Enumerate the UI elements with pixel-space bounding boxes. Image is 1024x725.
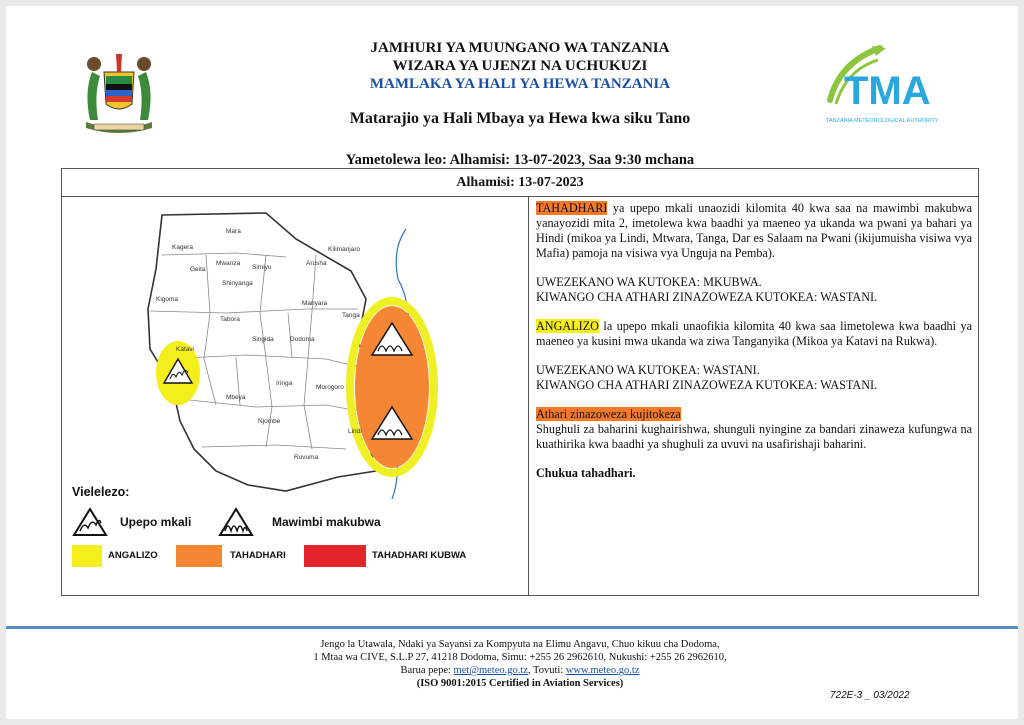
region-label-mwanza: Mwanza xyxy=(216,260,241,267)
region-label-arusha: Arusha xyxy=(306,260,327,267)
tahadhari-kubwa-swatch xyxy=(304,545,366,567)
warning-text-column xyxy=(536,201,972,495)
issued-date: Yametolewa leo: Alhamisi: 13-07-2023, Saa 9:30 mchana xyxy=(345,152,695,168)
impacts-body: Shughuli za baharini kughairishwa, shunguli nyingine za bandari zinaweza kufungwa na kuathirika kwa baadhi ya shughuli za uvuvi na usafirishaji baharini. xyxy=(536,422,972,451)
impacts-title: Athari zinazoweza kujitokeza xyxy=(536,407,681,421)
footer-contacts xyxy=(140,664,900,677)
region-label-simiyu: Simiyu xyxy=(252,264,272,271)
region-label-manyara: Manyara xyxy=(302,300,328,307)
tanzania-warning-map xyxy=(76,209,496,509)
tma-logo-text: TMA xyxy=(844,69,931,113)
legend-tahadhari-label: TAHADHARI xyxy=(230,550,286,561)
tahadhari-body: ya upepo mkali unaozidi kilomita 40 kwa saa na mawimbi makubwa yanayozidi mita 2, imetolewa kwa baadhi ya maeneo ya ukanda wa pwani ya bahari ya Hindi (mikoa ya Lindi, Mtwara, Tanga, Dar es Salaam na Pwani (ikijumuisha visiwa vya Mafia) pamoja na visiwa vya Unguja na Pemba). xyxy=(536,201,972,260)
legend-title: Vielelezo: xyxy=(72,485,130,499)
document-title: Matarajio ya Hali Mbaya ya Hewa kwa siku Tano xyxy=(349,110,691,127)
legend-angalizo-label: ANGALIZO xyxy=(108,550,158,561)
region-label-mara: Mara xyxy=(226,228,241,235)
waves-legend-icon xyxy=(218,507,254,537)
header-country: JAMHURI YA MUUNGANO WA TANZANIA xyxy=(370,40,670,56)
header-ministry: WIZARA YA UJENZI NA UCHUKUZI xyxy=(392,58,648,74)
angalizo-tag: ANGALIZO xyxy=(536,319,599,333)
angalizo-body: la upepo mkali unaofikia kilomita 40 kwa saa limetolewa kwa baadhi ya maeneo ya kusini mwa ukanda wa ziwa Tanganyika (Mikoa ya Katavi na Rukwa). xyxy=(536,319,972,348)
footer-address-line1: Jengo la Utawala, Ndaki ya Sayansi za Kompyuta na Elimu Angavu, Chuo kikuu cha Dodoma, xyxy=(320,639,720,650)
coat-of-arms-emblem xyxy=(74,42,164,134)
angalizo-swatch xyxy=(72,545,102,567)
region-label-tabora: Tabora xyxy=(220,316,240,323)
legend-tahadhari-kubwa-label: TAHADHARI KUBWA xyxy=(372,550,467,561)
wind-legend-icon xyxy=(72,507,108,537)
region-label-katavi: Katavi xyxy=(176,346,195,353)
legend-icons-row xyxy=(72,507,512,539)
region-label-kagera: Kagera xyxy=(172,244,193,251)
column-divider xyxy=(528,197,529,595)
forecast-date-bar: Alhamisi: 13-07-2023 xyxy=(62,169,978,197)
tahadhari-impact-level: KIWANGO CHA ATHARI ZINAZOWEZA KUTOKEA: WASTANI. xyxy=(536,290,878,304)
region-label-njombe: Njombe xyxy=(258,418,281,425)
forecast-table xyxy=(61,168,979,596)
footer-divider xyxy=(6,626,1018,629)
legend-colors-row xyxy=(72,545,512,569)
region-label-morogoro: Morogoro xyxy=(316,384,344,391)
iso-certification: (ISO 9001:2015 Certified in Aviation Services) xyxy=(416,678,624,689)
angalizo-assessment xyxy=(536,363,972,393)
footer-address-line2: 1 Mtaa wa CIVE, S.L.P 27, 41218 Dodoma, Simu: +255 26 2962610, Nukushi: +255 26 2962610, xyxy=(313,652,727,663)
angalizo-impact-level: KIWANGO CHA ATHARI ZINAZOWEZA KUTOKEA: WASTANI. xyxy=(536,378,878,392)
tahadhari-assessment xyxy=(536,275,972,305)
tahadhari-likelihood: UWEZEKANO WA KUTOKEA: MKUBWA. xyxy=(536,275,762,289)
region-label-dodoma: Dodoma xyxy=(290,336,315,343)
email-label: Barua pepe: xyxy=(400,665,454,676)
region-label-mbeya: Mbeya xyxy=(226,394,246,401)
angalizo-likelihood: UWEZEKANO WA KUTOKEA: WASTANI. xyxy=(536,363,760,377)
warning-tahadhari-paragraph xyxy=(536,201,972,261)
impacts-paragraph xyxy=(536,407,972,452)
region-label-shinyanga: Shinyanga xyxy=(222,280,253,287)
tma-logo xyxy=(822,42,952,126)
region-label-lindi: Lindi xyxy=(348,428,362,435)
legend-waves-label: Mawimbi makubwa xyxy=(272,515,381,529)
email-link[interactable]: met@meteo.go.tz xyxy=(453,665,528,676)
region-label-kilimanjaro: Kilimanjaro xyxy=(328,246,361,253)
tma-logo-subtext: TANZANIA METEOROLOGICAL AUTHORITY xyxy=(826,118,939,124)
closing-note: Chukua tahadhari. xyxy=(536,466,636,480)
legend-wind-label: Upepo mkali xyxy=(120,515,192,529)
region-label-tanga: Tanga xyxy=(342,312,360,319)
tahadhari-tag: TAHADHARI xyxy=(536,201,608,215)
region-label-ruvuma: Ruvuma xyxy=(294,454,319,461)
region-label-kigoma: Kigoma xyxy=(156,296,179,303)
region-label-geita: Geita xyxy=(190,266,206,273)
tahadhari-swatch xyxy=(176,545,222,567)
region-label-iringa: Iringa xyxy=(276,380,293,387)
region-label-singida: Singida xyxy=(252,336,274,343)
header-authority: MAMLAKA YA HALI YA HEWA TANZANIA xyxy=(369,76,671,92)
form-code: 722E-3 _ 03/2022 xyxy=(830,690,910,701)
warning-angalizo-paragraph xyxy=(536,319,972,349)
website-link[interactable]: www.meteo.go.tz xyxy=(565,665,640,676)
web-label: , Tovuti: xyxy=(527,665,566,676)
